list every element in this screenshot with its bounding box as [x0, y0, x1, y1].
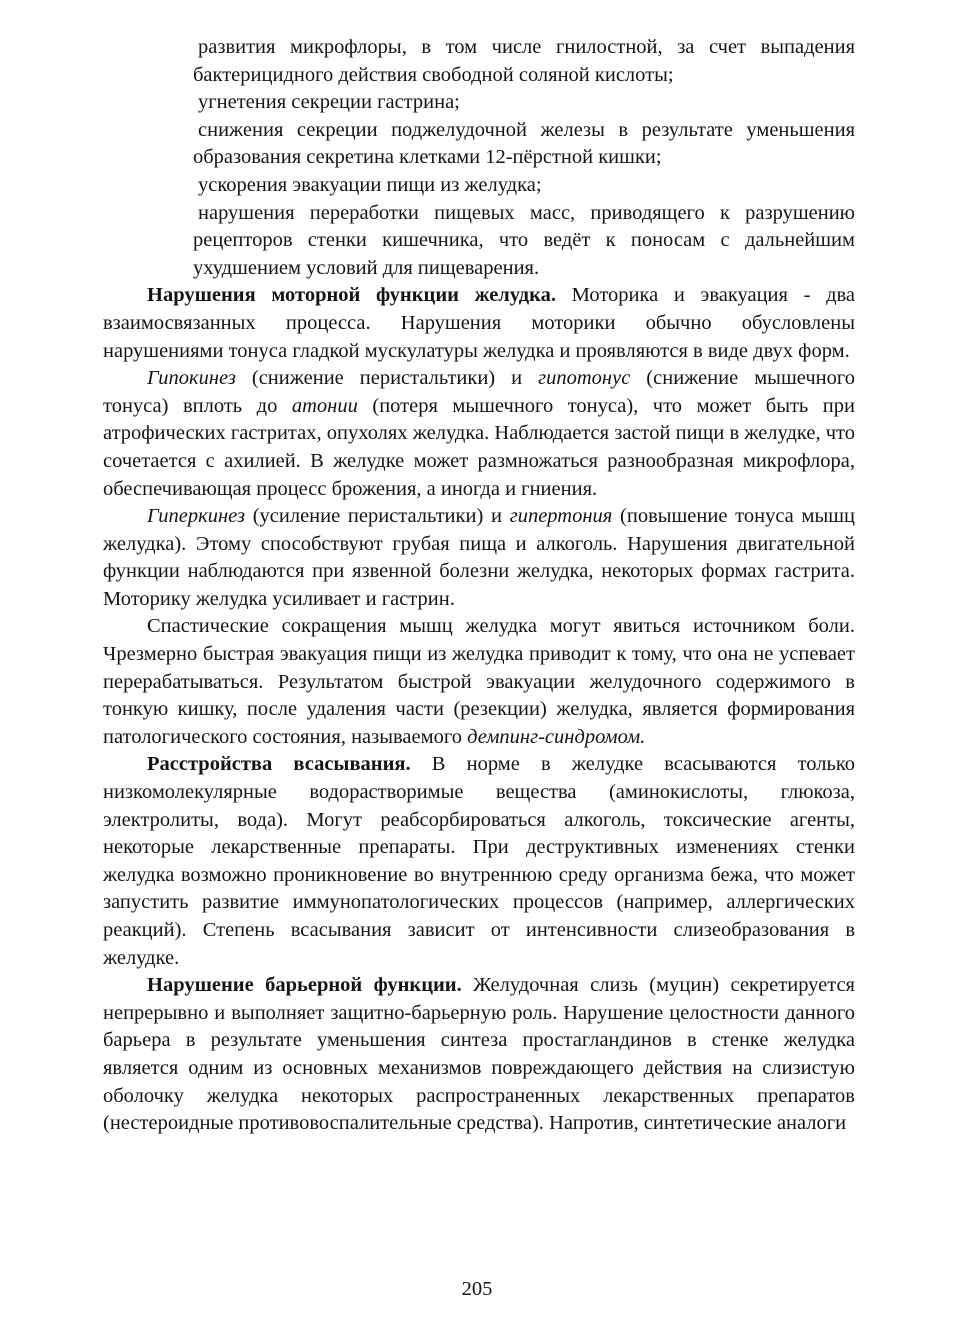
term-hypertonia: гипертония [509, 505, 613, 528]
absorption-heading: Расстройства всасывания. [147, 753, 411, 776]
hypo-text-2: (снижение мышечного тонуса) вплоть до [103, 367, 856, 417]
term-dumping-syndrome: демпинг-синдромом. [467, 725, 646, 748]
hyper-paragraph [103, 503, 855, 613]
hyper-text-1: (усиление перистальтики) и [244, 505, 510, 528]
page-number: 205 [461, 1278, 493, 1300]
page-text [103, 34, 855, 1138]
barrier-heading: Нарушение барьерной функции. [147, 974, 462, 997]
hypo-paragraph [103, 365, 855, 503]
barrier-text: Желудочная слизь (муцин) секретируется непрерывно и выполняет защитно-барьерную роль. Нарушение целостности данного барьера в результате уменьшения синтеза простагландинов в стенке желудка является одним из основных механизмов повреждающего действия на слизистую оболочку желудка некоторых распространенных лекарственных препаратов (нестероидные противовоспалительные средства). Напротив, синтетические аналоги [103, 974, 855, 1135]
motor-text: Моторика и эвакуация - два взаимосвязанных процесса. Нарушения моторики обычно обусловлены нарушениями тонуса гладкой мускулатуры желудка и проявляются в виде двух форм. [103, 284, 856, 362]
list-item: ускорения эвакуации пищи из желудка; [198, 173, 542, 196]
hypo-text-1: (снижение перистальтики) и [235, 367, 539, 390]
list-item: развития микрофлоры, в том числе гнилостной, за счет выпадения бактерицидного действия свободной соляной кислоты; [193, 36, 855, 86]
term-hyperkinesis: Гиперкинез [147, 505, 245, 528]
absorption-text: В норме в желудке всасываются только низкомолекулярные водорастворимые вещества (аминокислоты, глюкоза, электролиты, вода). Могут реабсорбироваться алкоголь, токсические агенты, некоторые лекарственные препараты. При деструктивных изменениях стенки желудка возможно проникновение во внутреннюю среду организма бежа, что может запустить развитие иммунопатологических процессов (например, аллергических реакций). Степень всасывания зависит от интенсивности слизеобразования в желудке. [103, 753, 855, 969]
term-atonia: атонии [291, 394, 358, 417]
barrier-paragraph [103, 972, 855, 1138]
list-item: снижения секреции поджелудочной железы в результате уменьшения образования секретина клетками 12-пёрстной кишки; [193, 118, 855, 169]
list-item: нарушения переработки пищевых масс, приводящего к разрушению рецепторов стенки кишечника, что ведёт к поносам с дальнейшим ухудшением условий для пищеварения. [193, 201, 855, 279]
term-hypotonus: гипотонус [538, 367, 631, 390]
hypo-text-3: (потеря мышечного тонуса), что может быть при атрофических гастритах, опухолях желудка. Наблюдается застой пищи в желудке, что сочетается с ахилией. В желудке может размножаться разнообразная микрофлора, обеспечивающая процесс брожения, а иногда и гниения. [103, 394, 855, 500]
hyper-text-2: (повышение тонуса мышц желудка). Этому способствуют грубая пища и алкоголь. Нарушения двигательной функции наблюдаются при язвенной болезни желудка, некоторых формах гастрита. Моторику желудка усиливает и гастрин. [103, 505, 855, 610]
list-item: угнетения секреции гастрина; [198, 91, 460, 114]
motor-paragraph [103, 282, 855, 365]
spastic-paragraph [103, 613, 855, 751]
spastic-text: Спастические сокращения мышц желудка могут явиться источником боли. Чрезмерно быстрая эвакуация пищи из желудка приводит к тому, что она не успевает перерабатываться. Результатом быстрой эвакуации желудочного содержимого в тонкую кишку, после удаления части (резекции) желудка, является формирования патологического состояния, называемого [103, 615, 855, 748]
term-hypokinesis: Гипокинез [147, 367, 236, 390]
absorption-paragraph [103, 751, 855, 972]
motor-heading: Нарушения моторной функции желудка. [147, 284, 557, 307]
